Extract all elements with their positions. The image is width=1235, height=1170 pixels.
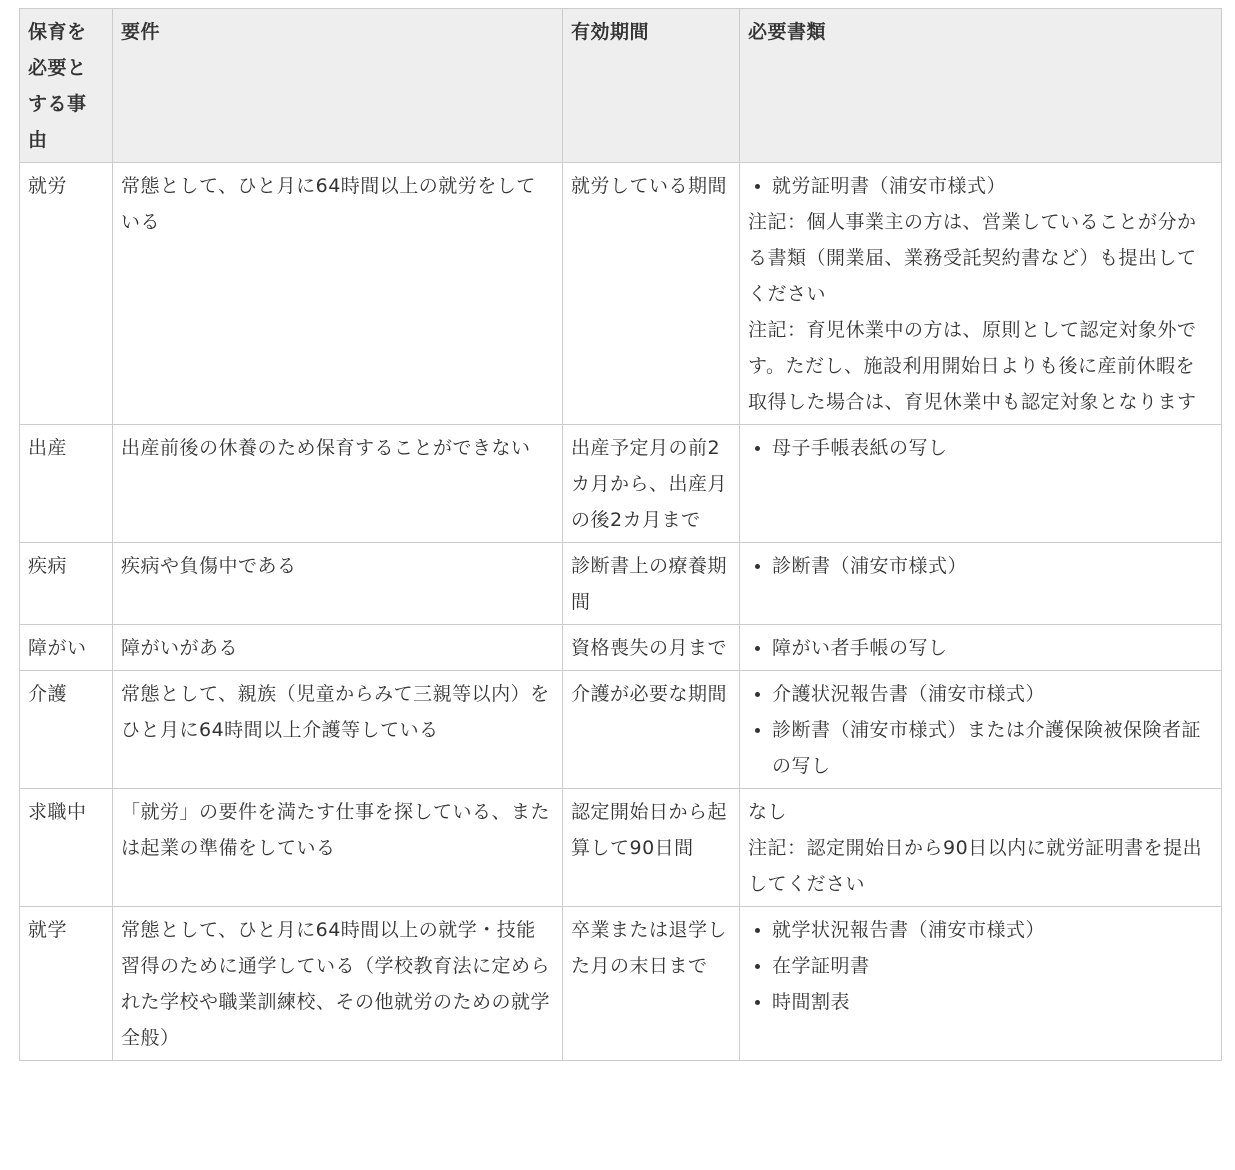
- period-cell: 資格喪失の月まで: [563, 625, 740, 671]
- documents-cell: [740, 543, 1222, 625]
- reason-cell: 就学: [20, 907, 113, 1061]
- document-item: 診断書（浦安市様式）: [748, 548, 1213, 584]
- table-row: [20, 543, 1222, 625]
- documents-cell: [740, 163, 1222, 425]
- header-documents: 必要書類: [740, 9, 1222, 163]
- table-row: [20, 163, 1222, 425]
- requirement-cell: 障がいがある: [113, 625, 563, 671]
- document-item: 就学状況報告書（浦安市様式）: [748, 912, 1213, 948]
- table-header-row: [20, 9, 1222, 163]
- documents-list: [748, 168, 1213, 204]
- table-row: [20, 425, 1222, 543]
- table-row: [20, 907, 1222, 1061]
- period-cell: 出産予定月の前2カ月から、出産月の後2カ月まで: [563, 425, 740, 543]
- documents-list: [748, 548, 1213, 584]
- note-text: 注記：育児休業中の方は、原則として認定対象外です。ただし、施設利用開始日よりも後に産前休暇を取得した場合は、育児休業中も認定対象となります: [748, 319, 1197, 413]
- document-item: 介護状況報告書（浦安市様式）: [748, 676, 1213, 712]
- document-item: 就労証明書（浦安市様式）: [748, 168, 1213, 204]
- period-cell: 診断書上の療養期間: [563, 543, 740, 625]
- requirement-cell: 疾病や負傷中である: [113, 543, 563, 625]
- documents-list: [748, 630, 1213, 666]
- reason-cell: 求職中: [20, 789, 113, 907]
- reason-cell: 介護: [20, 671, 113, 789]
- requirement-cell: 常態として、ひと月に64時間以上の就労をしている: [113, 163, 563, 425]
- header-period: 有効期間: [563, 9, 740, 163]
- header-reason: 保育を必要とする事由: [20, 9, 113, 163]
- reason-cell: 疾病: [20, 543, 113, 625]
- reason-cell: 障がい: [20, 625, 113, 671]
- header-requirement: 要件: [113, 9, 563, 163]
- documents-cell: [740, 625, 1222, 671]
- period-cell: 介護が必要な期間: [563, 671, 740, 789]
- document-item: 診断書（浦安市様式）または介護保険被保険者証の写し: [748, 712, 1213, 784]
- table-row: [20, 625, 1222, 671]
- period-cell: 卒業または退学した月の末日まで: [563, 907, 740, 1061]
- requirements-table-container: [19, 8, 1221, 1061]
- documents-list: [748, 912, 1213, 1020]
- documents-list: [748, 676, 1213, 784]
- requirement-cell: 常態として、ひと月に64時間以上の就学・技能習得のために通学している（学校教育法に定められた学校や職業訓練校、その他就労のための就学全般）: [113, 907, 563, 1061]
- table-row: [20, 789, 1222, 907]
- requirement-cell: 「就労」の要件を満たす仕事を探している、または起業の準備をしている: [113, 789, 563, 907]
- documents-cell: [740, 907, 1222, 1061]
- note-text: 注記：認定開始日から90日以内に就労証明書を提出してください: [748, 837, 1203, 895]
- document-item: 在学証明書: [748, 948, 1213, 984]
- reason-cell: 出産: [20, 425, 113, 543]
- document-item: 母子手帳表紙の写し: [748, 430, 1213, 466]
- documents-cell: [740, 425, 1222, 543]
- documents-cell: [740, 671, 1222, 789]
- documents-list: [748, 430, 1213, 466]
- period-cell: 就労している期間: [563, 163, 740, 425]
- document-item: 時間割表: [748, 984, 1213, 1020]
- document-item: 障がい者手帳の写し: [748, 630, 1213, 666]
- documents-cell: [740, 789, 1222, 907]
- period-cell: 認定開始日から起算して90日間: [563, 789, 740, 907]
- reason-cell: 就労: [20, 163, 113, 425]
- note-text: 注記：個人事業主の方は、営業していることが分かる書類（開業届、業務受託契約書など）も提出してください: [748, 211, 1197, 305]
- requirement-cell: 常態として、親族（児童からみて三親等以内）をひと月に64時間以上介護等している: [113, 671, 563, 789]
- requirements-table: [19, 8, 1222, 1061]
- table-row: [20, 671, 1222, 789]
- requirement-cell: 出産前後の休養のため保育することができない: [113, 425, 563, 543]
- note-text: なし: [748, 801, 788, 823]
